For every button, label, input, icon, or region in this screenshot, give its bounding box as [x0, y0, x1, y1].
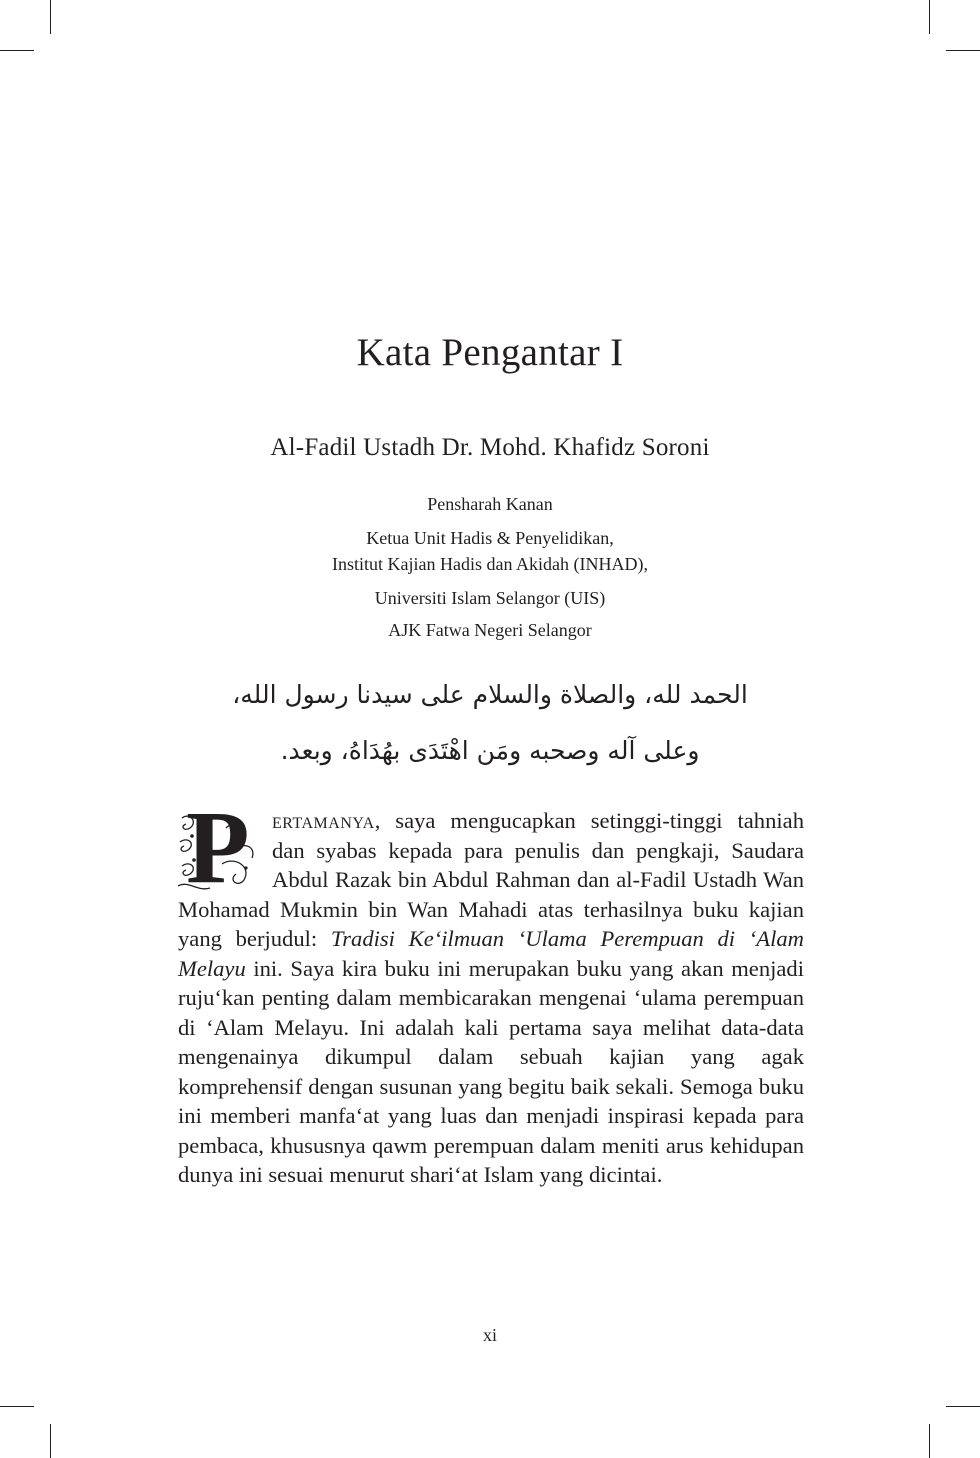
author-name: Al-Fadil Ustadh Dr. Mohd. Khafidz Soroni	[270, 434, 710, 461]
affiliation-line: Universiti Islam Selangor (UIS)	[374, 588, 606, 608]
book-title: Tradisi Ke‘ilmuan ‘Ulama Perempuan di ‘Alam Melayu	[178, 926, 804, 981]
crop-mark	[50, 0, 51, 34]
ornamental-dropcap	[176, 790, 266, 905]
affiliation-line: Ketua Unit Hadis & Penyelidikan,	[366, 528, 614, 548]
crop-mark	[0, 50, 34, 51]
arabic-invocation-line-2: وعلى آله وصحبه ومَن اهْتَدَى بهُدَاهُ، وبعد.	[280, 736, 700, 765]
crop-mark	[0, 1406, 34, 1407]
crop-mark	[946, 50, 980, 51]
page-number: xi	[482, 1325, 497, 1345]
body-paragraph	[178, 790, 804, 1190]
dropcap-letter: P	[186, 790, 250, 905]
arabic-invocation-line-1: الحمد لله، والصلاة والسلام على سيدنا رسول الله،	[232, 680, 748, 709]
crop-mark	[929, 0, 930, 34]
lead-word: ertamanya	[272, 808, 375, 833]
crop-mark	[929, 1424, 930, 1458]
paragraph-text: , saya mengucapkan setinggi-tinggi tahniah dan syabas kepada para penulis dan pengkaji, Saudara Abdul Razak bin Abdul Rahman dan al-Fadil Ustadh Wan Mohamad Mukmin bin Wan Mahadi atas terhasilnya buku kajian yang berjudul:	[178, 808, 804, 951]
page-title: Kata Pengantar I	[356, 331, 624, 374]
affiliation-line: Institut Kajian Hadis dan Akidah (INHAD),	[332, 554, 648, 574]
affiliation-line: Pensharah Kanan	[427, 494, 553, 514]
crop-mark	[946, 1406, 980, 1407]
affiliation-line: AJK Fatwa Negeri Selangor	[388, 620, 592, 640]
crop-mark	[50, 1424, 51, 1458]
paragraph-text: ini. Saya kira buku ini merupakan buku yang akan menjadi ruju‘kan penting dalam membicarakan mengenai ‘ulama perempuan di ‘Alam Melayu. Ini adalah kali pertama saya melihat data-data mengenainya dikumpul dalam sebuah kajian yang agak komprehensif dengan susunan yang begitu baik sekali. Semoga buku ini memberi manfa‘at yang luas dan menjadi inspirasi kepada para pembaca, khususnya qawm perempuan dalam meniti arus kehidupan dunya ini sesuai menurut shari‘at Islam yang dicintai.	[178, 955, 804, 1187]
